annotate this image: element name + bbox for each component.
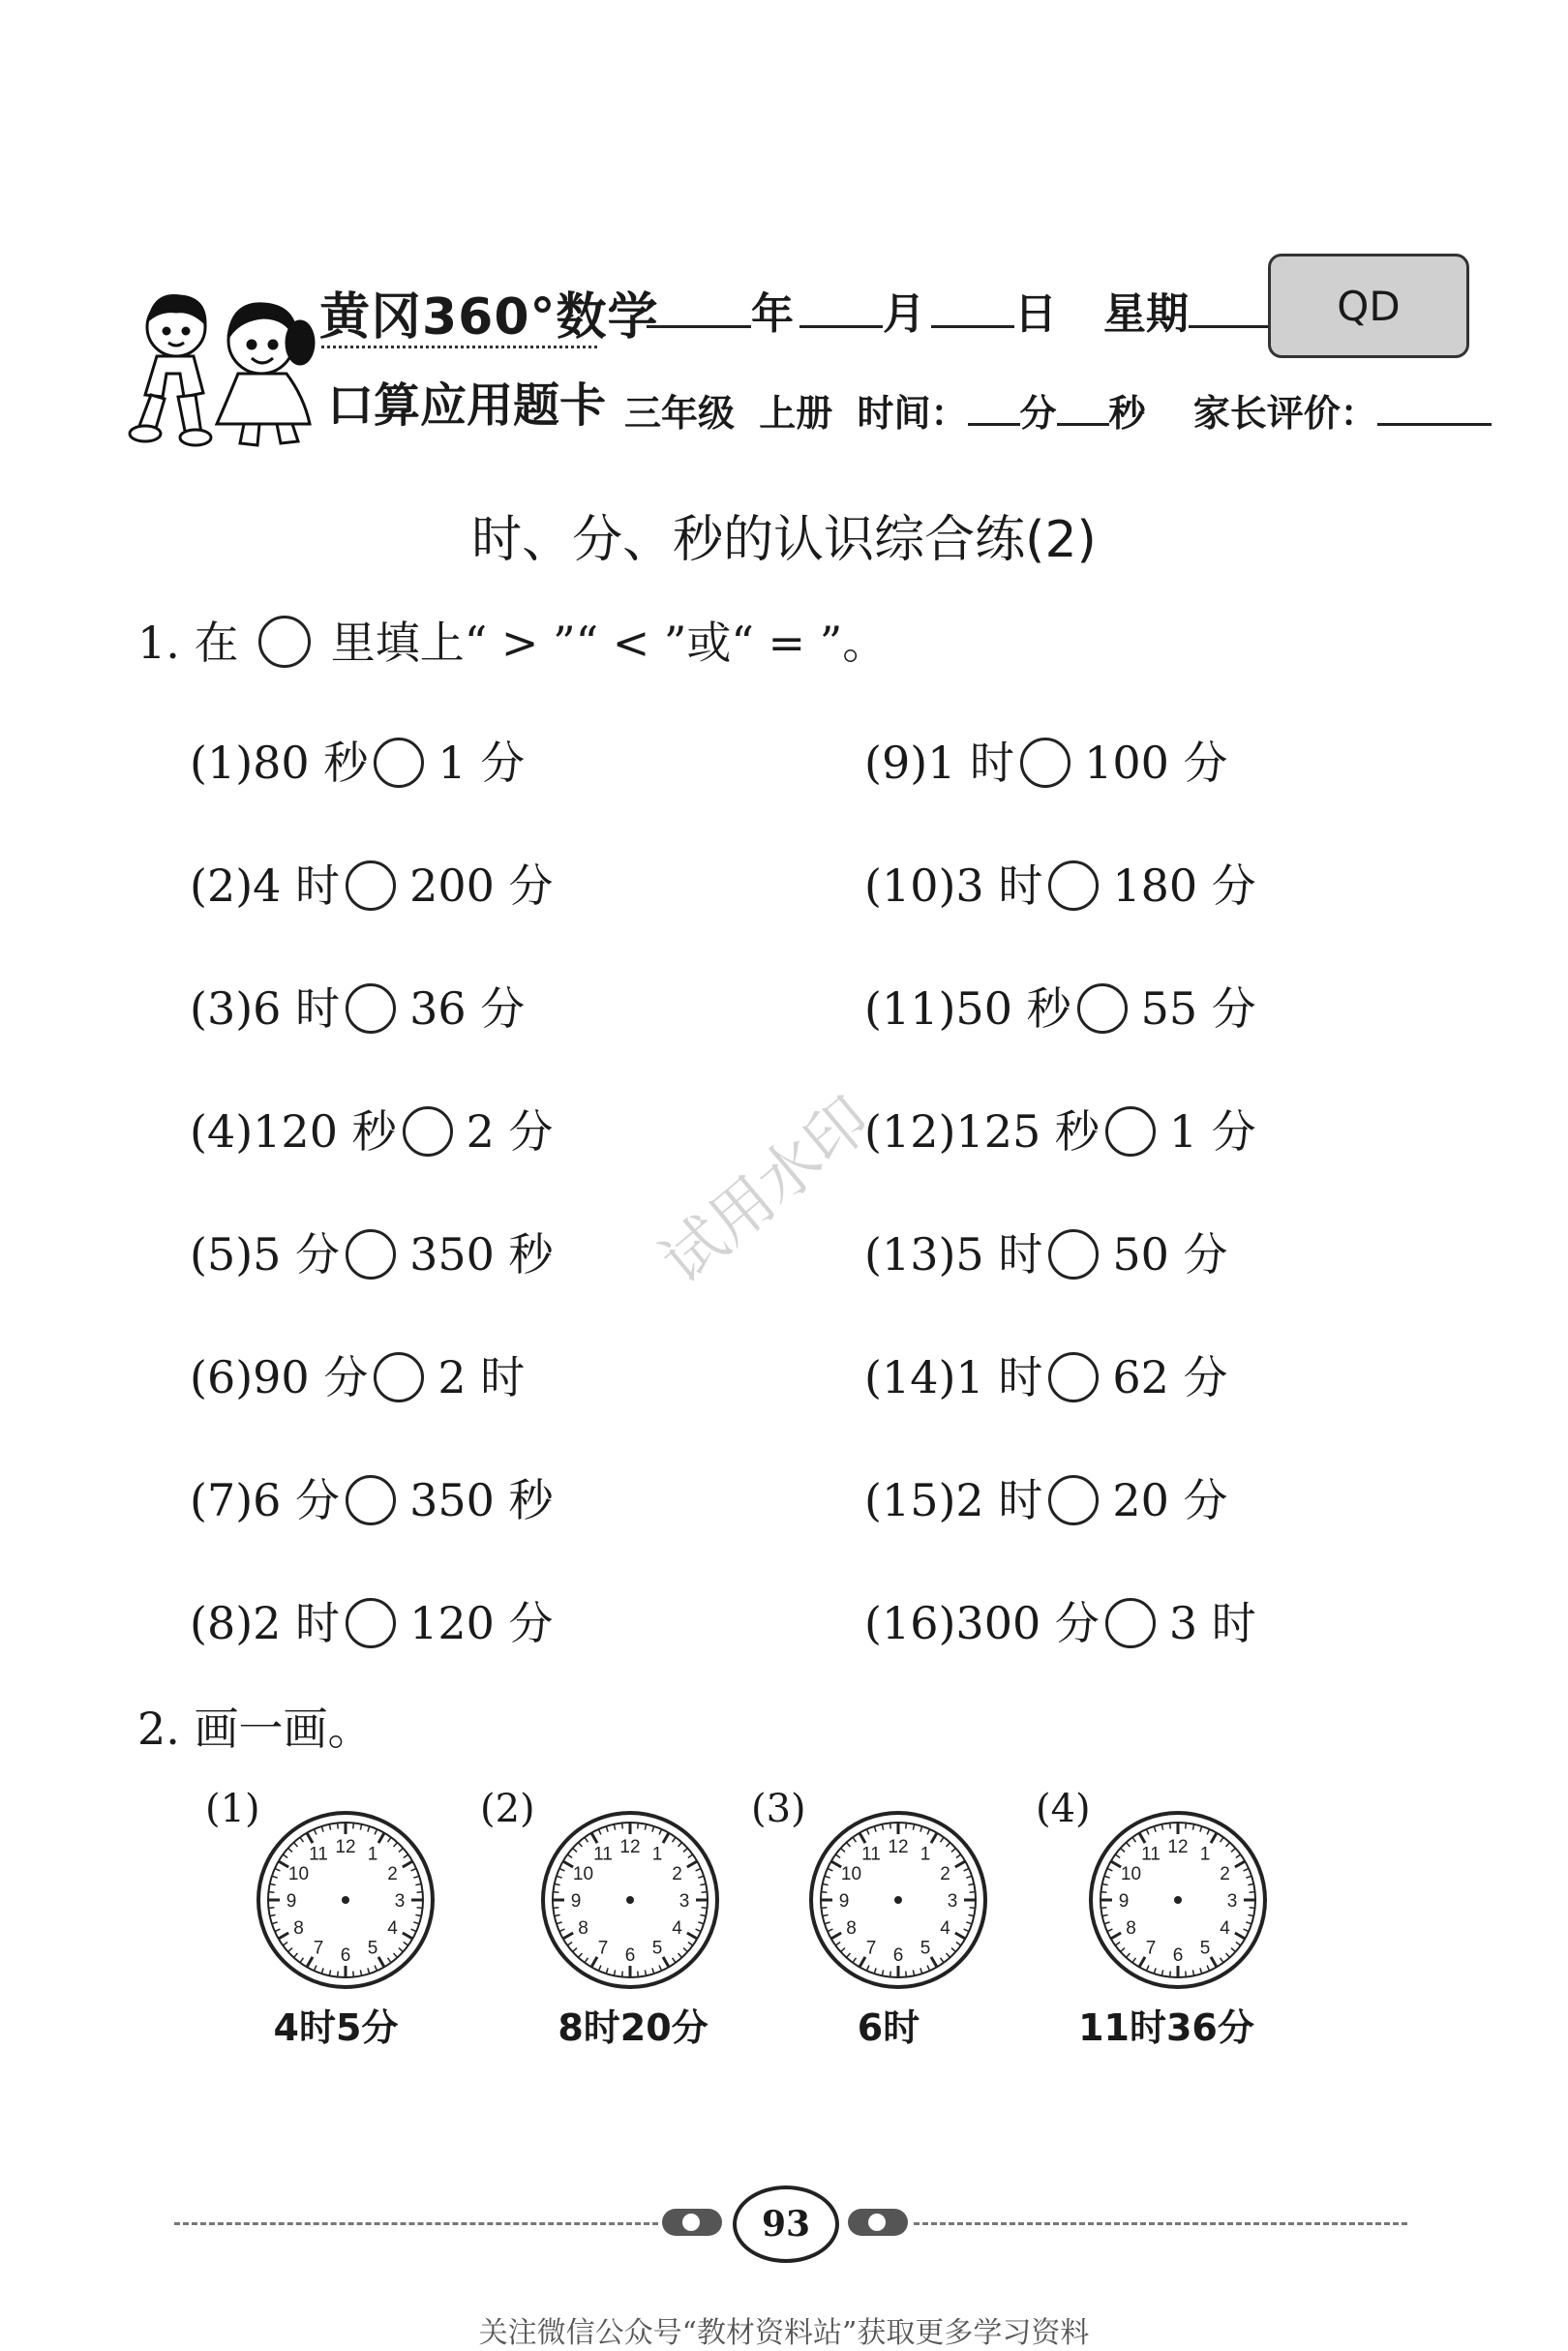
clock-hour-label: 8 <box>1126 1918 1136 1939</box>
weekday-blank[interactable] <box>1189 283 1272 328</box>
compare-right: 55 分 <box>1140 982 1256 1035</box>
clock-hour-label: 7 <box>597 1938 609 1959</box>
clock-hour-label: 3 <box>678 1891 690 1912</box>
clock-hour-label: 5 <box>367 1938 378 1959</box>
clock-hour-label: 10 <box>1120 1864 1142 1884</box>
clock-1-caption: 4时5分 <box>273 2006 399 2049</box>
clock-hour-label: 6 <box>340 1945 351 1966</box>
circle-symbol-icon <box>258 616 311 668</box>
compare-circle[interactable] <box>1077 983 1128 1034</box>
clock-hour-label: 3 <box>394 1891 406 1912</box>
clock-tick <box>890 1823 891 1828</box>
clock-tick <box>638 1823 639 1828</box>
minute-blank[interactable] <box>968 386 1020 426</box>
clock-face-4[interactable] <box>1086 1808 1270 1992</box>
clock-hour-label: 2 <box>672 1864 682 1884</box>
clock-hour-label: 1 <box>920 1844 931 1865</box>
clock-hour-label: 10 <box>287 1864 310 1884</box>
clock-hour-label: 5 <box>651 1938 663 1959</box>
date-line <box>647 279 1272 341</box>
compare-item-8 <box>190 1588 553 1652</box>
clock-tick <box>970 1892 976 1893</box>
clock-hour-label: 12 <box>1167 1837 1189 1857</box>
compare-item-16 <box>864 1588 1256 1652</box>
clock-3-number: (3) <box>751 1787 806 1831</box>
compare-right: 350 秒 <box>409 1474 554 1526</box>
compare-item-7 <box>190 1465 553 1529</box>
compare-circle[interactable] <box>1048 860 1099 911</box>
compare-left: (10)3 时 <box>864 859 1043 912</box>
year-blank[interactable] <box>647 283 751 328</box>
bottom-note: 关注微信公众号“教材资料站”获取更多学习资料 <box>478 2316 1090 2350</box>
weekday-label: 星期 <box>1103 289 1189 339</box>
clock-hour-label: 11 <box>309 1844 328 1865</box>
compare-right: 2 时 <box>437 1351 526 1403</box>
compare-right: 200 分 <box>409 859 554 912</box>
compare-right: 180 分 <box>1112 859 1256 912</box>
compare-right: 3 时 <box>1168 1597 1256 1649</box>
clock-hour-label: 12 <box>619 1837 641 1857</box>
clock-4-caption: 11时36分 <box>1078 2006 1254 2049</box>
compare-item-4 <box>190 1097 553 1160</box>
brand-subtitle: 口算应用题卡 <box>327 378 607 433</box>
clock-hour-label: 4 <box>1220 1918 1230 1939</box>
clock-hour-label: 1 <box>367 1844 378 1865</box>
compare-left: (8)2 时 <box>190 1597 341 1649</box>
compare-item-12 <box>864 1097 1256 1160</box>
compare-circle[interactable] <box>1048 1229 1099 1280</box>
compare-right: 1 分 <box>437 737 526 789</box>
time-label: 时间： <box>857 391 968 435</box>
clock-hour-label: 1 <box>1199 1844 1211 1865</box>
brand-divider <box>321 346 597 348</box>
second-label: 秒 <box>1108 391 1146 435</box>
clock-hour-label: 4 <box>672 1918 682 1939</box>
compare-item-2 <box>190 851 553 915</box>
compare-circle[interactable] <box>346 1598 396 1648</box>
minute-label: 分 <box>1019 391 1057 435</box>
clock-tick <box>353 1972 354 1977</box>
footer-ornament-left-icon <box>662 2209 722 2236</box>
compare-left: (4)120 秒 <box>190 1105 397 1158</box>
watermark: 试用水印 <box>648 1083 885 1299</box>
compare-circle[interactable] <box>1020 738 1070 788</box>
question-1-prompt <box>137 608 887 672</box>
clock-hour-label: 8 <box>846 1918 857 1939</box>
clock-hour-label: 2 <box>387 1864 398 1884</box>
compare-circle[interactable] <box>346 1229 396 1280</box>
compare-left: (14)1 时 <box>864 1351 1043 1403</box>
clock-hour-label: 11 <box>861 1844 881 1865</box>
clock-center-dot <box>626 1896 634 1904</box>
compare-left: (13)5 时 <box>864 1228 1043 1281</box>
parent-eval-label: 家长评价： <box>1192 391 1377 435</box>
clock-hour-label: 7 <box>1145 1938 1157 1959</box>
clock-tick <box>1250 1908 1255 1909</box>
clock-hour-label: 3 <box>1226 1891 1238 1912</box>
question-1-prefix: 1. 在 <box>137 617 239 669</box>
clock-tick <box>622 1972 623 1977</box>
clock-hour-label: 2 <box>1220 1864 1230 1884</box>
compare-circle[interactable] <box>374 738 424 788</box>
clock-tick <box>622 1823 623 1828</box>
clock-hour-label: 3 <box>947 1891 958 1912</box>
footer-ornament-right-icon <box>848 2209 908 2236</box>
compare-item-5 <box>190 1220 553 1283</box>
clock-tick <box>702 1908 708 1909</box>
compare-right: 100 分 <box>1084 737 1228 789</box>
compare-item-1 <box>190 728 525 792</box>
clock-tick <box>338 1823 339 1828</box>
compare-circle[interactable] <box>1105 1106 1156 1157</box>
clock-tick <box>553 1892 558 1893</box>
clock-hour-label: 4 <box>387 1918 398 1939</box>
compare-item-10 <box>864 851 1256 915</box>
compare-item-6 <box>190 1342 525 1406</box>
clock-hour-label: 9 <box>570 1891 582 1912</box>
clock-hour-label: 7 <box>313 1938 324 1959</box>
compare-circle[interactable] <box>1048 1475 1099 1525</box>
clock-hour-label: 1 <box>651 1844 663 1865</box>
compare-right: 120 分 <box>409 1597 554 1649</box>
compare-circle[interactable] <box>346 860 396 911</box>
clock-hour-label: 10 <box>840 1864 862 1884</box>
compare-circle[interactable] <box>346 1475 396 1525</box>
volume-label: 上册 <box>759 391 833 435</box>
compare-circle[interactable] <box>374 1352 424 1402</box>
compare-item-11 <box>864 974 1256 1038</box>
compare-item-3 <box>190 974 525 1038</box>
clock-hour-label: 5 <box>1199 1938 1211 1959</box>
compare-left: (3)6 时 <box>190 982 341 1035</box>
clock-tick <box>821 1908 827 1909</box>
clock-hour-label: 10 <box>572 1864 594 1884</box>
clock-tick <box>338 1972 339 1977</box>
compare-circle[interactable] <box>1105 1598 1156 1648</box>
compare-left: (15)2 时 <box>864 1474 1043 1526</box>
clock-center-dot <box>1174 1896 1182 1904</box>
clock-tick <box>353 1823 354 1828</box>
second-blank[interactable] <box>1057 386 1109 426</box>
clock-tick <box>417 1892 423 1893</box>
compare-item-13 <box>864 1220 1227 1283</box>
compare-left: (16)300 分 <box>864 1597 1100 1649</box>
clock-tick <box>268 1892 274 1893</box>
clock-hour-label: 2 <box>940 1864 950 1884</box>
grade-label: 三年级 <box>624 391 736 435</box>
page-number: 93 <box>733 2185 839 2263</box>
page-title: 时、分、秒的认识综合练(2) <box>471 511 1097 569</box>
brand-title: 黄冈360°数学 <box>319 288 659 347</box>
clock-tick <box>702 1892 708 1893</box>
clock-face-3[interactable] <box>806 1808 990 1992</box>
compare-right: 50 分 <box>1112 1228 1228 1281</box>
question-1-suffix: 里填上“ > ”“ < ”或“ = ”。 <box>330 617 888 669</box>
compare-right: 20 分 <box>1112 1474 1228 1526</box>
clock-tick <box>417 1908 423 1909</box>
info-line <box>624 383 1492 437</box>
compare-right: 1 分 <box>1168 1105 1256 1158</box>
clock-hour-label: 5 <box>920 1938 931 1959</box>
compare-left: (6)90 分 <box>190 1351 369 1403</box>
clock-2-caption: 8时20分 <box>558 2006 709 2049</box>
compare-left: (11)50 秒 <box>864 982 1071 1035</box>
clock-hour-label: 6 <box>1172 1945 1184 1966</box>
clock-hour-label: 6 <box>624 1945 636 1966</box>
footer-dash-right <box>914 2222 1407 2225</box>
month-label: 月 <box>883 289 925 339</box>
clock-hour-label: 11 <box>1141 1844 1161 1865</box>
parent-eval-blank[interactable] <box>1377 386 1492 426</box>
compare-right: 62 分 <box>1112 1351 1228 1403</box>
compare-right: 350 秒 <box>409 1228 554 1281</box>
clock-hour-label: 8 <box>293 1918 304 1939</box>
compare-left: (2)4 时 <box>190 859 341 912</box>
compare-circle[interactable] <box>346 983 396 1034</box>
compare-right: 2 分 <box>466 1105 554 1158</box>
compare-circle[interactable] <box>1048 1352 1099 1402</box>
clock-tick <box>890 1972 891 1977</box>
clock-tick <box>1186 1823 1187 1828</box>
clock-tick <box>1250 1892 1255 1893</box>
clock-tick <box>1101 1892 1106 1893</box>
day-label: 日 <box>1014 289 1057 339</box>
clock-tick <box>638 1972 639 1977</box>
clock-3-caption: 6时 <box>857 2006 920 2049</box>
clock-tick <box>906 1972 907 1977</box>
compare-left: (9)1 时 <box>864 737 1015 789</box>
clock-tick <box>821 1892 827 1893</box>
question-2-prompt: 2. 画一画。 <box>137 1703 373 1755</box>
clock-tick <box>906 1823 907 1828</box>
clock-hour-label: 11 <box>593 1844 613 1865</box>
clock-tick <box>268 1908 274 1909</box>
clock-hour-label: 9 <box>286 1891 297 1912</box>
clock-tick <box>1170 1823 1171 1828</box>
clock-face-2[interactable] <box>538 1808 722 1992</box>
footer-dash-left <box>174 2222 658 2225</box>
clock-hour-label: 9 <box>1118 1891 1130 1912</box>
clock-2-number: (2) <box>480 1787 535 1831</box>
clock-tick <box>1186 1972 1187 1977</box>
compare-left: (1)80 秒 <box>190 737 369 789</box>
compare-circle[interactable] <box>403 1106 453 1157</box>
clock-tick <box>553 1908 558 1909</box>
clock-hour-label: 12 <box>888 1837 909 1857</box>
clock-tick <box>1170 1972 1171 1977</box>
compare-left: (7)6 分 <box>190 1474 341 1526</box>
clock-hour-label: 12 <box>335 1837 356 1857</box>
clock-1-number: (1) <box>205 1787 260 1831</box>
compare-right: 36 分 <box>409 982 526 1035</box>
clock-face-1[interactable] <box>254 1808 437 1992</box>
clock-tick <box>1101 1908 1106 1909</box>
clock-4-number: (4) <box>1036 1787 1091 1831</box>
clock-center-dot <box>894 1896 902 1904</box>
compare-item-9 <box>864 728 1227 792</box>
month-blank[interactable] <box>799 283 883 328</box>
compare-left: (12)125 秒 <box>864 1105 1100 1158</box>
compare-left: (5)5 分 <box>190 1228 341 1281</box>
clock-hour-label: 6 <box>892 1945 904 1966</box>
clock-center-dot <box>342 1896 349 1904</box>
cartoon-kids-illustration <box>116 281 334 450</box>
compare-item-14 <box>864 1342 1227 1406</box>
day-blank[interactable] <box>931 283 1014 328</box>
clock-tick <box>970 1908 976 1909</box>
clock-hour-label: 9 <box>838 1891 850 1912</box>
clock-hour-label: 8 <box>578 1918 588 1939</box>
clock-hour-label: 4 <box>940 1918 950 1939</box>
edition-badge: QD <box>1268 254 1469 358</box>
clock-hour-label: 7 <box>865 1938 877 1959</box>
compare-item-15 <box>864 1465 1227 1529</box>
year-label: 年 <box>751 289 794 339</box>
